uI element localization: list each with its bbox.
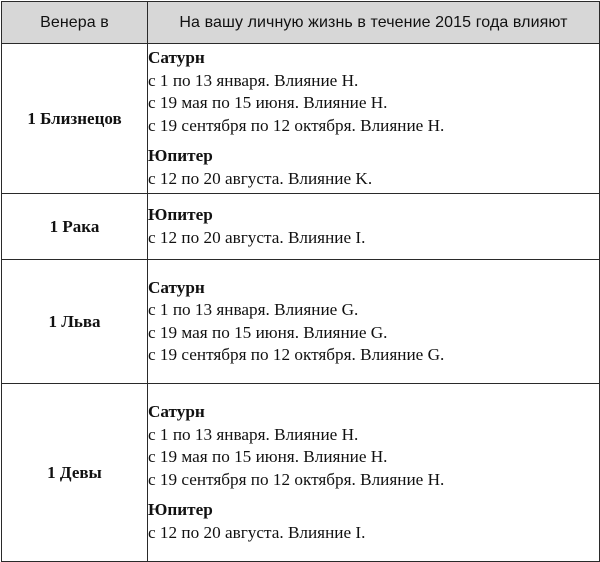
period-line: с 19 сентября по 12 октября. Влияние H.: [148, 115, 445, 135]
sign-cell: 1 Девы: [2, 384, 148, 562]
period-line: с 19 мая по 15 июня. Влияние H.: [148, 447, 388, 466]
planet-label: Сатурн: [148, 402, 205, 421]
planet-label: Сатурн: [148, 48, 205, 67]
header-row: [2, 2, 600, 44]
planet-label: Юпитер: [148, 205, 213, 224]
table-row-virgo: [2, 384, 600, 562]
sign-cell: 1 Рака: [2, 194, 148, 260]
venus-influence-table: [1, 1, 600, 562]
table-header: [2, 2, 600, 44]
table-row-leo: [2, 260, 600, 384]
period-line: с 1 по 13 января. Влияние H.: [148, 70, 359, 90]
sign-cell: 1 Близнецов: [2, 44, 148, 194]
influence-cell: [148, 44, 600, 194]
header-influences-2015: На вашу личную жизнь в течение 2015 года влияют: [148, 2, 600, 44]
planet-label: Юпитер: [148, 146, 213, 165]
period-line: с 1 по 13 января. Влияние G.: [148, 300, 359, 319]
period-line: с 12 по 20 августа. Влияние I.: [148, 227, 366, 247]
influence-cell: [148, 260, 600, 384]
influence-cell: [148, 194, 600, 260]
header-venus-in: Венера в: [2, 2, 148, 44]
table-row-gemini: [2, 44, 600, 194]
period-line: с 19 сентября по 12 октября. Влияние H.: [148, 469, 445, 489]
table-row-cancer: [2, 194, 600, 260]
period-line: с 19 мая по 15 июня. Влияние H.: [148, 93, 388, 112]
period-line: с 1 по 13 января. Влияние H.: [148, 424, 359, 444]
planet-label: Юпитер: [148, 500, 213, 519]
group-spacer: [148, 491, 599, 499]
period-line: с 12 по 20 августа. Влияние I.: [148, 522, 366, 542]
period-line: с 19 сентября по 12 октября. Влияние G.: [148, 345, 445, 364]
planet-label: Сатурн: [148, 277, 205, 297]
group-spacer: [148, 137, 599, 145]
period-line: с 12 по 20 августа. Влияние K.: [148, 168, 373, 188]
period-line: с 19 мая по 15 июня. Влияние G.: [148, 322, 388, 342]
sign-cell: 1 Льва: [2, 260, 148, 384]
influence-cell: [148, 384, 600, 562]
